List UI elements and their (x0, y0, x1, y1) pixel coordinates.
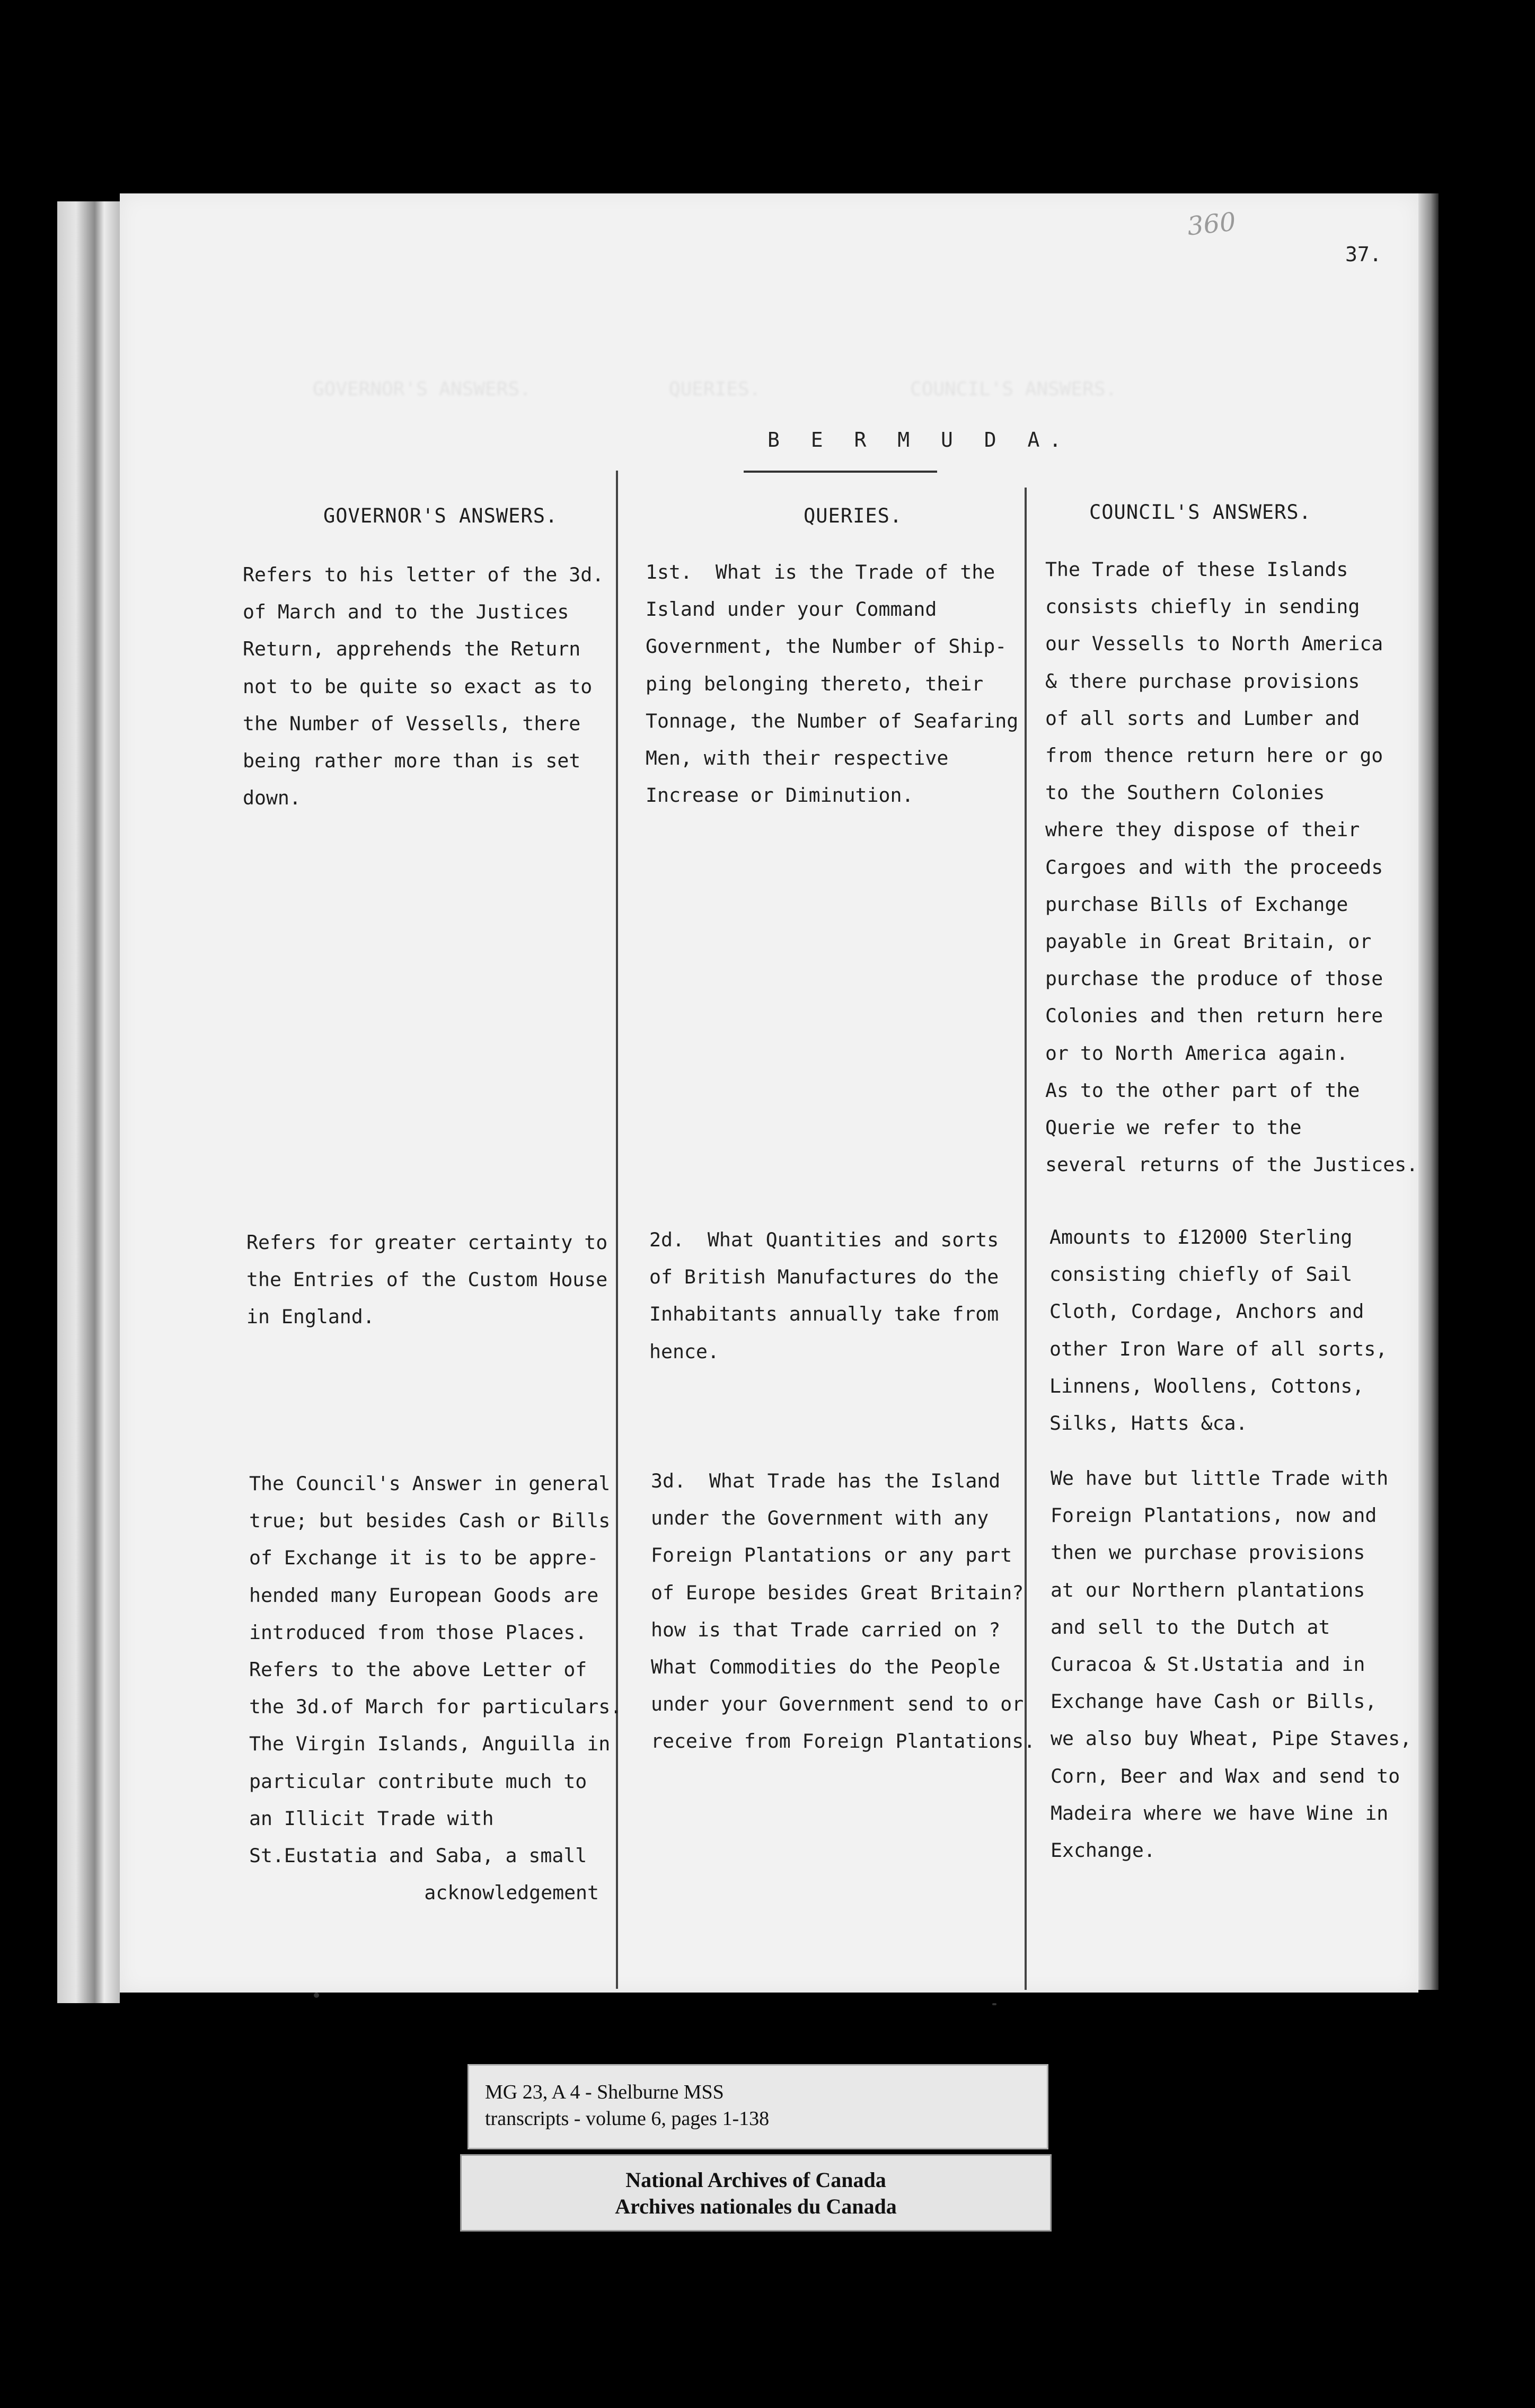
query-line: Foreign Plantations or any part (651, 1544, 1012, 1567)
query-3 (651, 1463, 1035, 1760)
council-line: several returns of the Justices. (1045, 1153, 1418, 1176)
query-line: 1st. What is the Trade of the (646, 561, 995, 583)
council-line: we also buy Wheat, Pipe Staves, (1051, 1727, 1412, 1750)
council-line: then we purchase provisions (1051, 1541, 1365, 1564)
governor-line: Return, apprehends the Return (243, 638, 581, 661)
query-line: Inhabitants annually take from (649, 1303, 999, 1326)
reference-label (467, 2064, 1048, 2149)
governor-line: the Number of Vessells, there (243, 712, 581, 735)
page-number: 37. (1345, 243, 1382, 266)
governor-line: the Entries of the Custom House (246, 1268, 608, 1291)
query-line: ping belonging thereto, their (646, 672, 984, 695)
council-line: purchase Bills of Exchange (1045, 892, 1348, 916)
governor-column-heading: GOVERNOR'S ANSWERS. (323, 504, 558, 527)
council-line: to the Southern Colonies (1045, 781, 1325, 804)
query-line: Government, the Number of Ship- (646, 635, 1007, 658)
governor-answer-2 (246, 1224, 607, 1336)
governor-line: down. (243, 786, 301, 810)
council-line: We have but little Trade with (1051, 1467, 1389, 1490)
archive-name-english: National Archives of Canada (625, 2168, 886, 2192)
council-line: purchase the produce of those (1045, 967, 1383, 990)
query-line: receive from Foreign Plantations. (651, 1730, 1036, 1753)
query-line: of British Manufactures do the (649, 1265, 999, 1289)
governor-answer-3-last-line: acknowledgement (424, 1881, 599, 1904)
governor-line: particular contribute much to (249, 1769, 587, 1793)
council-answer-1 (1045, 551, 1418, 1183)
council-line: consisting chiefly of Sail (1049, 1263, 1353, 1286)
query-line: Island under your Command (646, 598, 937, 621)
governor-line: an Illicit Trade with (249, 1807, 494, 1830)
council-line: Exchange have Cash or Bills, (1051, 1690, 1377, 1713)
council-line: Linnens, Woollens, Cottons, (1049, 1374, 1364, 1397)
query-line: under the Government with any (651, 1507, 989, 1530)
council-line: payable in Great Britain, or (1045, 930, 1372, 953)
council-line: Cargoes and with the proceeds (1045, 855, 1383, 879)
book-binding (57, 201, 120, 2003)
governor-line: Refers for greater certainty to (246, 1231, 608, 1254)
reference-label-line-1: MG 23, A 4 - Shelburne MSS (485, 2081, 724, 2103)
reference-label-line-2: transcripts - volume 6, pages 1-138 (485, 2108, 770, 2130)
ink-mark (314, 1993, 319, 1998)
page-edge (1418, 193, 1439, 1990)
governor-line: true; but besides Cash or Bills (249, 1509, 611, 1533)
council-line: Colonies and then return here (1045, 1004, 1383, 1028)
council-line: or to North America again. (1045, 1041, 1348, 1065)
governor-line: hended many European Goods are (249, 1583, 599, 1607)
council-line: at our Northern plantations (1051, 1578, 1365, 1601)
query-line: under your Government send to or (651, 1693, 1024, 1716)
bleed-through: GOVERNOR'S ANSWERS. QUERIES. COUNCIL'S ANSWERS. (313, 378, 1117, 400)
governor-line: The Virgin Islands, Anguilla in (249, 1732, 611, 1756)
council-line: & there purchase provisions (1045, 669, 1360, 693)
query-line: of Europe besides Great Britain? (651, 1581, 1024, 1604)
queries-column-heading: QUERIES. (804, 504, 903, 527)
council-line: of all sorts and Lumber and (1045, 706, 1360, 730)
council-line: Cloth, Cordage, Anchors and (1049, 1300, 1364, 1323)
council-answer-2 (1049, 1219, 1387, 1442)
governor-line: Refers to his letter of the 3d. (243, 563, 604, 586)
title-underline (744, 471, 937, 473)
council-line: Madeira where we have Wine in (1051, 1801, 1389, 1825)
council-line: Querie we refer to the (1045, 1116, 1302, 1139)
council-line: consists chiefly in sending (1045, 595, 1360, 618)
governor-line: being rather more than is set (243, 749, 581, 773)
council-line: Curacoa & St.Ustatia and in (1051, 1653, 1365, 1676)
council-line: As to the other part of the (1045, 1078, 1360, 1102)
council-line: Amounts to £12000 Sterling (1049, 1226, 1353, 1249)
query-line: 2d. What Quantities and sorts (649, 1228, 999, 1251)
governor-line: introduced from those Places. (249, 1621, 587, 1644)
governor-line: of Exchange it is to be appre- (249, 1546, 599, 1570)
query-line: hence. (649, 1340, 719, 1363)
council-line: Foreign Plantations, now and (1051, 1504, 1377, 1527)
query-2 (649, 1221, 999, 1370)
governor-line: The Council's Answer in general (249, 1472, 611, 1495)
query-line: Tonnage, the Number of Seafaring (646, 709, 1019, 732)
governor-line: of March and to the Justices (243, 600, 569, 624)
council-line: Exchange. (1051, 1839, 1155, 1862)
column-divider-right (1025, 488, 1027, 1990)
governor-line: in England. (246, 1305, 375, 1329)
query-line: Increase or Diminution. (646, 784, 914, 807)
query-line: 3d. What Trade has the Island (651, 1469, 1001, 1492)
council-line: our Vessells to North America (1045, 632, 1383, 656)
governor-answer-3 (249, 1465, 622, 1874)
governor-answer-1 (243, 556, 604, 817)
council-line: Silks, Hatts &ca. (1049, 1412, 1248, 1435)
governor-line: St.Eustatia and Saba, a small (249, 1844, 587, 1867)
council-line: where they dispose of their (1045, 818, 1360, 842)
council-line: from thence return here or go (1045, 744, 1383, 767)
query-line: Men, with their respective (646, 747, 949, 770)
council-line: other Iron Ware of all sorts, (1049, 1337, 1388, 1360)
council-answer-3 (1051, 1460, 1412, 1869)
governor-line: not to be quite so exact as to (243, 675, 593, 698)
ink-mark-2 (992, 2003, 996, 2005)
document-title: B E R M U D A. (768, 428, 1071, 452)
governor-line: the 3d.of March for particulars. (249, 1695, 622, 1719)
query-line: What Commodities do the People (651, 1656, 1001, 1679)
archive-name-french: Archives nationales du Canada (615, 2194, 897, 2218)
governor-line: Refers to the above Letter of (249, 1658, 587, 1681)
query-1 (646, 554, 1018, 814)
council-line: The Trade of these Islands (1045, 558, 1348, 581)
archive-stamp (460, 2154, 1052, 2232)
council-column-heading: COUNCIL'S ANSWERS. (1089, 501, 1311, 524)
query-line: how is that Trade carried on ? (651, 1618, 1001, 1641)
council-line: and sell to the Dutch at (1051, 1615, 1330, 1639)
council-line: Corn, Beer and Wax and send to (1051, 1764, 1400, 1787)
pencil-page-number: 360 (1186, 207, 1238, 242)
